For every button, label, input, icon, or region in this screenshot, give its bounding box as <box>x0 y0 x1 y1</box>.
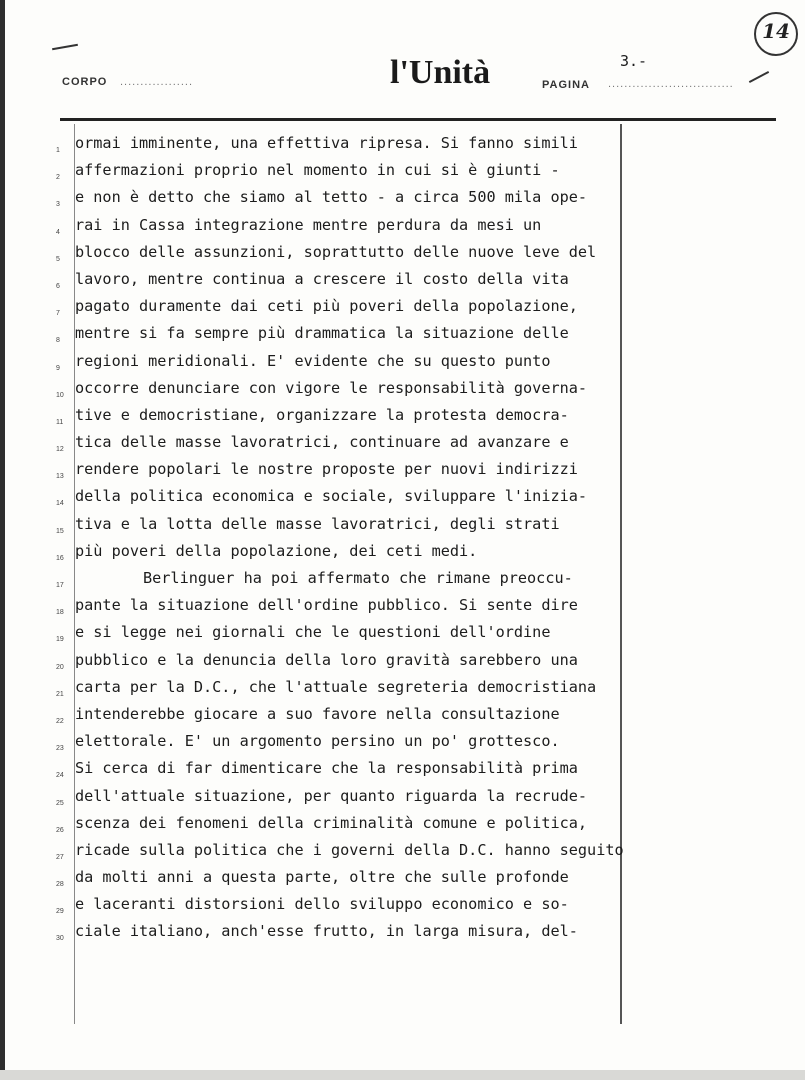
text-line: Si cerca di far dimenticare che la responsabilità prima <box>75 759 578 778</box>
text-line: tiva e la lotta delle masse lavoratrici, degli strati <box>75 514 560 533</box>
line-number: 30 <box>56 935 64 943</box>
line-number: 20 <box>56 663 64 671</box>
sheet-number: 14 <box>762 19 790 43</box>
text-line: Berlinguer ha poi affermato che rimane preoccu- <box>143 569 573 587</box>
text-line: mentre si fa sempre più drammatica la situazione delle <box>75 324 569 343</box>
text-line: e laceranti distorsioni dello sviluppo economico e so- <box>75 895 569 914</box>
sheet-number-circle <box>754 12 798 56</box>
page-number: 3.- <box>620 52 648 70</box>
line-number: 24 <box>56 772 64 780</box>
line-number: 27 <box>56 853 64 861</box>
text-line: e non è detto che siamo al tetto - a circa 500 mila ope- <box>75 188 588 207</box>
text-line: e si legge nei giornali che le questioni dell'ordine <box>75 623 551 642</box>
line-number: 1 <box>56 147 60 154</box>
line-number: 12 <box>56 446 64 454</box>
text-line: rai in Cassa integrazione mentre perdura da mesi un <box>75 215 542 234</box>
text-line: rendere popolari le nostre proposte per nuovi indirizzi <box>75 460 578 479</box>
line-number: 5 <box>56 255 60 263</box>
scan-left-edge <box>0 0 5 1080</box>
text-line: ciale italiano, anch'esse frutto, in larga misura, del- <box>75 922 578 941</box>
body-text <box>75 130 715 946</box>
text-line: blocco delle assunzioni, soprattutto delle nuove leve del <box>75 242 597 261</box>
text-line: intenderebbe giocare a suo favore nella consultazione <box>75 704 560 723</box>
line-number: 18 <box>56 609 64 617</box>
line-number: 16 <box>56 554 64 562</box>
line-number: 28 <box>56 881 64 889</box>
text-line: più poveri della popolazione, dei ceti medi. <box>75 541 478 560</box>
line-number: 4 <box>56 228 60 236</box>
text-line: tive e democristiane, organizzare la protesta democra- <box>75 405 569 424</box>
line-number: 23 <box>56 745 64 753</box>
text-line: della politica economica e sociale, sviluppare l'inizia- <box>75 487 588 506</box>
text-line: carta per la D.C., che l'attuale segreteria democristiana <box>75 677 597 696</box>
scan-bottom-edge <box>0 1070 805 1080</box>
text-line: affermazioni proprio nel momento in cui si è giunti - <box>75 161 560 180</box>
line-number: 15 <box>56 527 64 535</box>
text-line: pubblico e la denuncia della loro gravità sarebbero una <box>75 650 578 669</box>
line-number: 21 <box>56 690 64 698</box>
line-number: 9 <box>56 364 60 372</box>
text-line: occorre denunciare con vigore le responsabilità governa- <box>75 378 588 397</box>
corpo-label: CORPO <box>62 76 108 88</box>
line-number: 6 <box>56 282 60 290</box>
text-line: ormai imminente, una effettiva ripresa. Si fanno simili <box>75 134 578 152</box>
line-number: 2 <box>56 174 60 182</box>
text-line: dell'attuale situazione, per quanto riguarda la recrude- <box>75 786 588 805</box>
line-number: 11 <box>56 418 64 426</box>
text-line: scenza dei fenomeni della criminalità comune e politica, <box>75 813 588 832</box>
line-number: 25 <box>56 799 64 807</box>
text-line: elettorale. E' un argomento persino un po' grottesco. <box>75 732 560 751</box>
corpo-dotted-field: .................. <box>120 76 194 88</box>
text-line: ricade sulla politica che i governi della D.C. hanno seguito <box>75 840 624 859</box>
masthead-logo: l'Unità <box>390 54 491 91</box>
text-line: da molti anni a questa parte, oltre che sulle profonde <box>75 868 569 887</box>
header-rule <box>60 118 776 121</box>
line-number: 13 <box>56 473 64 481</box>
line-number: 3 <box>56 201 60 209</box>
text-line: lavoro, mentre continua a crescere il costo della vita <box>75 269 569 288</box>
text-line: tica delle masse lavoratrici, continuare ad avanzare e <box>75 433 569 452</box>
text-line: pante la situazione dell'ordine pubblico. Si sente dire <box>75 596 578 615</box>
line-number: 26 <box>56 826 64 834</box>
line-number: 29 <box>56 908 64 916</box>
pen-tick-mark <box>749 71 769 83</box>
text-line: pagato duramente dai ceti più poveri della popolazione, <box>75 297 578 316</box>
line-number: 8 <box>56 337 60 345</box>
line-number: 10 <box>56 391 64 399</box>
line-number: 7 <box>56 310 60 318</box>
text-line: regioni meridionali. E' evidente che su questo punto <box>75 351 551 370</box>
line-number: 14 <box>56 500 64 508</box>
line-number: 19 <box>56 636 64 644</box>
pen-dash-mark <box>52 44 78 50</box>
line-number: 22 <box>56 717 64 725</box>
pagina-label: PAGINA <box>542 79 590 91</box>
pagina-dotted-field: ............................... <box>608 78 734 90</box>
line-number: 17 <box>56 582 64 589</box>
